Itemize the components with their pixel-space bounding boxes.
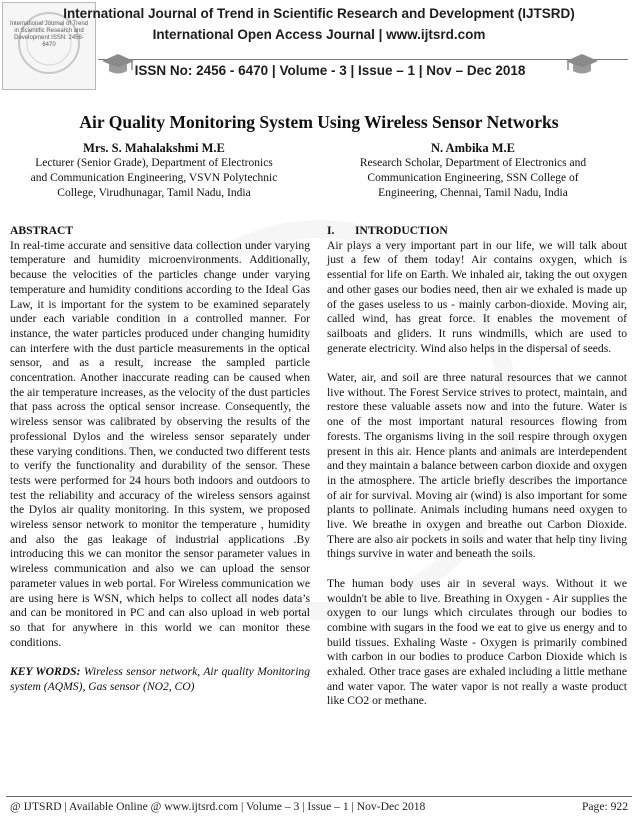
journal-header (0, 0, 638, 92)
left-column (10, 224, 310, 694)
author-affiliation-line: College, Virudhunagar, Tamil Nadu, India (57, 187, 251, 199)
author-affiliation-line: Lecturer (Senior Grade), Department of Electronics (35, 157, 273, 169)
right-column (327, 224, 627, 709)
issn-line: ISSN No: 2456 - 6470 | Volume - 3 | Issue – 1 | Nov – Dec 2018 (134, 63, 526, 78)
logo-text: International Journal of Trend in Scientific Research and Development ISSN: 2456-6470 (9, 21, 89, 48)
section-title: INTRODUCTION (355, 224, 448, 237)
abstract-heading: ABSTRACT (10, 224, 74, 237)
author-affiliation-line: Engineering, Chennai, Tamil Nadu, India (378, 187, 568, 199)
intro-paragraph: Water, air, and soil are three natural resources that we cannot live without. The Forest Service strives to protect, maintain, and restore these valuable assets now and into the future. Water is one of the most important natural resources flowing from forests. The organisms living in the soil respire through oxygen present in this air. Hence plants and animals are interdependent and they maintain a balance between carbon dioxide and oxygen in the atmosphere. The article briefly describes the importance of air for survival. Moving air (wind) is also important for some plants to pollinate. Animals including humans need oxygen to live. We breathe in oxygen and breathe out Carbon Dioxide. There are also air pockets in soils and water that help tiny living things survive in water and beneath the soils. (327, 371, 627, 561)
author-block (323, 141, 623, 201)
author-name: Mrs. S. Mahalakshmi M.E (83, 141, 225, 155)
abstract-text: In real-time accurate and sensitive data collection under varying temperature and humidity microenvironments. Additionally, because the velocities of the particles change under varying temperature and humidity conditions according to the Ideal Gas Law, it is important for the system to be examined separately under each variable condition in a controlled manner. For instance, the water particles produced under changing humidity can interfere with the dust particle measurements in the optical sensor, and as a result, increase the sampled particle concentration. Another inaccurate reading can be caused when the air temperature increases, as the velocity of the dust particles that pass across the optical sensor increase. Consequently, the wireless sensor was calibrated by observing the results of the professional Dylos and the wireless sensor separately under these varying conditions. Then, we conducted two different tests to verify the functionality and durability of the sensor. These tests were performed for 24 hours both indoors and outdoors to test the reliability and accuracy of the wireless sensors against the Dylos air quality monitoring. In this system, we proposed wireless sensor network to monitor the temperature , humidity and also the gas leakage of industrial applications .By introducing this we can monitor the sensor parameter values in wireless communication and also we can upload the sensor parameter values in web portal. For Wireless communication we are using here is WSN, which helps to collect all nodes data’s and can be monitored in PC and can also upload in web portal so that for anywhere in this world we can monitor these conditions. (10, 238, 310, 649)
section-number: I. (327, 224, 335, 237)
keywords-text: Wireless sensor network, Air quality Monitoring system (AQMS), Gas sensor (NO2, CO) (10, 665, 311, 693)
header-divider (98, 59, 628, 60)
introduction-heading (327, 224, 627, 239)
author-affiliation-line: and Communication Engineering, VSVN Polytechnic (30, 172, 278, 184)
intro-paragraph: Air plays a very important part in our life, we will talk about just a few of them today! Air contains oxygen, which is essential for life on Earth. We inhaled air, taking the out oxygen and other gases our bodies need, then air we exhaled is made up of the gases useless to us - mainly carbon-dioxide. Moving air, called wind, has great force. It enables the movement of sailboats and gliders. It runs windmills, which are used to generate electricity. Wind also helps in the dispersal of seeds. (327, 238, 627, 355)
paper-title: Air Quality Monitoring System Using Wireless Sensor Networks (79, 112, 559, 132)
author-affiliation-line: Research Scholar, Department of Electronics and (359, 157, 587, 169)
author-block (4, 141, 304, 201)
author-affiliation-line: Communication Engineering, SSN College of (367, 172, 579, 184)
keywords-label: KEY WORDS: (10, 665, 81, 679)
footer-divider (6, 796, 632, 797)
footer-citation: @ IJTSRD | Available Online @ www.ijtsrd.com | Volume – 3 | Issue – 1 | Nov-Dec 2018 (10, 800, 426, 813)
page-number: Page: 922 (581, 800, 628, 813)
page-footer (10, 800, 628, 813)
author-name: N. Ambika M.E (430, 141, 516, 155)
intro-paragraph: The human body uses air in several ways. Without it we wouldn't be able to live. Breathing in Oxygen - Air supplies the oxygen to our lungs which circulates through our bodies to combine with sugars in the food we eat to give us energy and to build tissues. Exhaling Waste - Oxygen is primarily combined with carbon in our bodies to produce Carbon Dioxide which is exhaled. Other trace gases are exhaled including a little methane and water vapor. The water vapor is not really a waste product like CO2 or methane. (327, 576, 627, 708)
journal-subtitle: International Open Access Journal | www.ijtsrd.com (152, 27, 486, 42)
keywords (10, 665, 310, 694)
graduation-cap-icon (565, 52, 599, 76)
journal-name: International Journal of Trend in Scientific Research and Development (IJTSRD) (63, 6, 575, 21)
